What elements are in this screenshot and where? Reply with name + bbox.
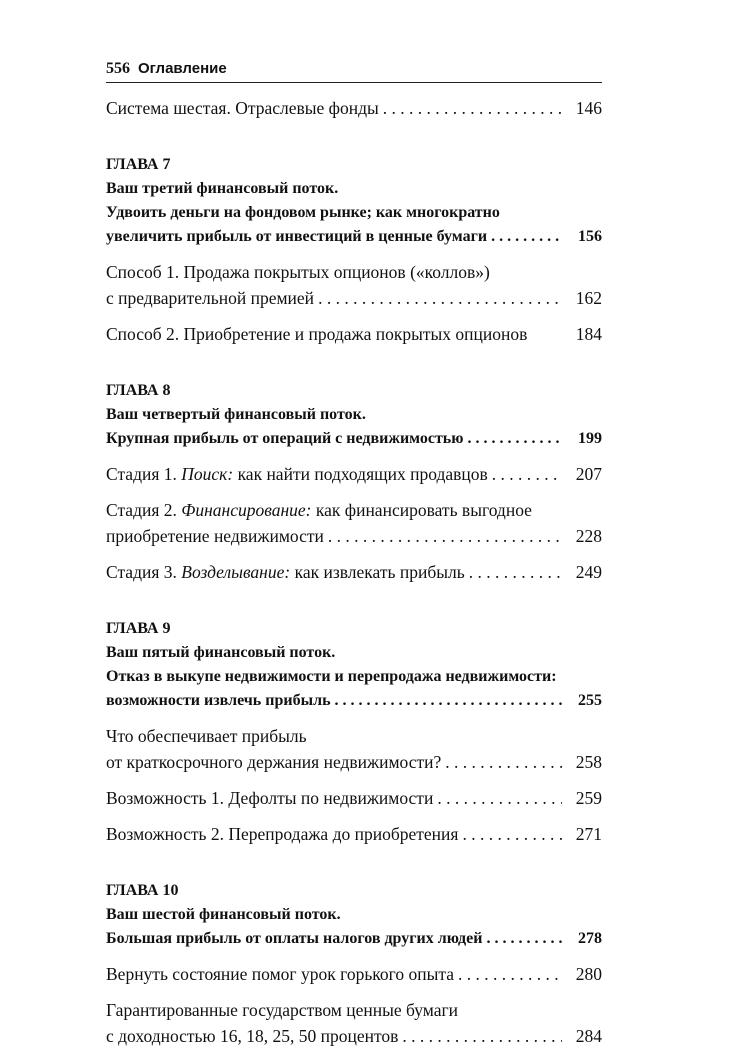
running-header <box>106 58 602 80</box>
chapter-label: ГЛАВА 10 <box>106 882 179 899</box>
toc-page-number: 280 <box>575 964 602 984</box>
toc-entry-prefix: Стадия 2. <box>106 500 182 520</box>
chapter-entry[interactable] <box>106 225 602 249</box>
leader-dots <box>318 285 562 311</box>
toc-page-number: 278 <box>578 930 602 947</box>
chapter-entry[interactable] <box>106 689 602 713</box>
toc-page <box>106 58 602 1049</box>
toc-entry-prefix: Стадия 3. <box>106 562 182 582</box>
toc-entry[interactable] <box>106 997 602 1049</box>
toc-page-number: 184 <box>575 324 602 344</box>
toc-entry[interactable] <box>106 321 602 347</box>
toc-page-number: 258 <box>575 752 602 772</box>
toc-entry[interactable] <box>106 961 602 987</box>
toc-entry-text: как найти подходящих продавцов <box>233 464 488 484</box>
toc-page-number: 255 <box>578 692 602 709</box>
chapter-title-line: Отказ в выкупе недвижимости и перепродажа недвижимости: <box>106 668 557 685</box>
chapter-label: ГЛАВА 8 <box>106 382 171 399</box>
leader-dots <box>469 559 562 585</box>
toc-entry-italic: Финансирование: <box>181 500 312 520</box>
toc-entry-text: как финансировать выгодное <box>311 500 532 520</box>
toc-entry-text: Способ 2. Приобретение и продажа покрытых опционов <box>106 324 528 344</box>
leader-dots <box>328 523 562 549</box>
toc-entry-text: Способ 1. Продажа покрытых опционов («коллов») <box>106 262 490 282</box>
toc-page-number: 207 <box>575 464 602 484</box>
toc-entry[interactable] <box>106 821 602 847</box>
leader-dots <box>335 689 562 713</box>
toc-entry-italic: Возделывание: <box>181 562 291 582</box>
toc-entry[interactable] <box>106 723 602 775</box>
chapter-label: ГЛАВА 7 <box>106 156 171 173</box>
chapter-title-line: Ваш четвертый финансовый поток. <box>106 406 366 423</box>
chapter-title-line: Ваш пятый финансовый поток. <box>106 644 336 661</box>
toc-entry-text: Вернуть состояние помог урок горького опыта <box>106 964 455 984</box>
leader-dots <box>491 225 562 249</box>
chapter-title-line: возможности извлечь прибыль <box>106 692 331 709</box>
toc-entry-text: с предварительной премией <box>106 288 315 308</box>
toc-entry-text: Что обеспечивает прибыль <box>106 726 307 746</box>
toc-entry[interactable] <box>106 95 602 121</box>
leader-dots <box>458 961 562 987</box>
toc-page-number: 284 <box>575 1026 602 1046</box>
leader-dots <box>437 785 562 811</box>
leader-dots <box>468 427 563 451</box>
page-number: 556 <box>106 60 130 77</box>
toc-page-number: 249 <box>575 562 602 582</box>
toc-page-number: 259 <box>575 788 602 808</box>
toc-entry-text: от краткосрочного держания недвижимости? <box>106 752 442 772</box>
leader-dots <box>462 821 562 847</box>
toc-entry-text: как извлекать прибыль <box>290 562 465 582</box>
toc-page-number: 162 <box>575 288 602 308</box>
chapter-title-line: Ваш третий финансовый поток. <box>106 180 339 197</box>
chapter-entry[interactable] <box>106 427 602 451</box>
chapter-title-line: Большая прибыль от оплаты налогов других людей <box>106 930 483 947</box>
toc-entry-text: приобретение недвижимости <box>106 526 324 546</box>
toc-entry[interactable] <box>106 559 602 585</box>
chapter-title-line: Ваш шестой финансовый поток. <box>106 906 341 923</box>
chapter-title-line: увеличить прибыль от инвестиций в ценные бумаги <box>106 228 488 245</box>
chapter-title-line: Крупная прибыль от операций с недвижимостью <box>106 430 464 447</box>
leader-dots <box>492 461 562 487</box>
chapter-entry[interactable] <box>106 927 602 951</box>
chapter-label: ГЛАВА 9 <box>106 620 171 637</box>
toc-entry-text: с доходностью 16, 18, 25, 50 процентов <box>106 1026 399 1046</box>
toc-page-number: 199 <box>578 430 602 447</box>
leader-dots <box>486 927 562 951</box>
toc-entry[interactable] <box>106 259 602 311</box>
toc-entry-prefix: Стадия 1. <box>106 464 182 484</box>
toc-page-number: 228 <box>575 526 602 546</box>
toc-entry-text: Возможность 2. Перепродажа до приобретения <box>106 824 459 844</box>
toc-page-number: 146 <box>575 98 602 118</box>
toc-entry[interactable] <box>106 461 602 487</box>
leader-dots <box>402 1023 562 1049</box>
section-title: Оглавление <box>138 60 227 77</box>
toc-entry-italic: Поиск: <box>181 464 234 484</box>
toc-entry[interactable] <box>106 497 602 549</box>
toc-entry-text: Система шестая. Отраслевые фонды <box>106 98 379 118</box>
toc-page-number: 156 <box>578 228 602 245</box>
toc-entry[interactable] <box>106 785 602 811</box>
toc-entry-text: Гарантированные государством ценные бумаги <box>106 1000 459 1020</box>
leader-dots <box>445 749 562 775</box>
leader-dots <box>383 95 562 121</box>
toc-page-number: 271 <box>575 824 602 844</box>
toc-entry-text: Возможность 1. Дефолты по недвижимости <box>106 788 434 808</box>
chapter-title-line: Удвоить деньги на фондовом рынке; как многократно <box>106 204 500 221</box>
